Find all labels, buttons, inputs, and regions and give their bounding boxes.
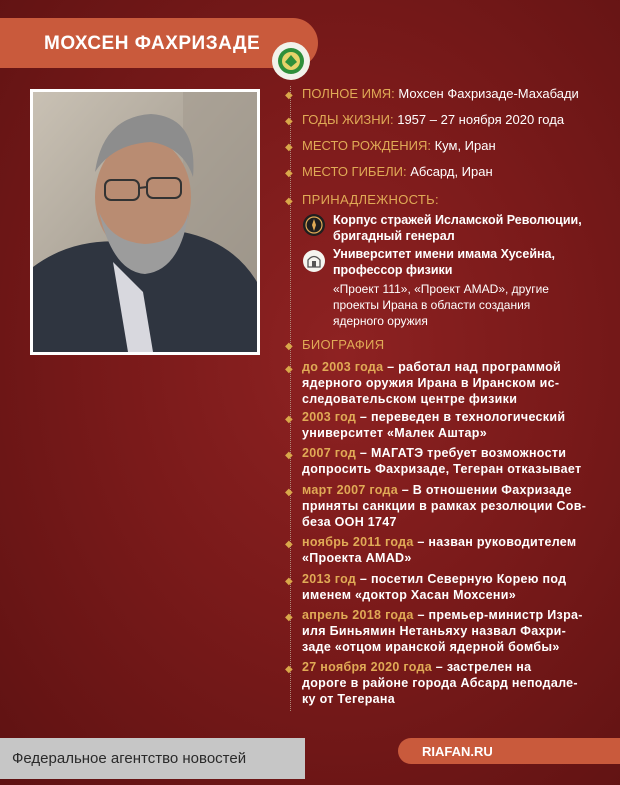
affiliation-item: Университет имени имама Хусейна, профессор физики xyxy=(333,247,555,277)
bullet-icon: ◆ xyxy=(285,576,293,587)
bio-entry: ноябрь 2011 года – назван руководителем «Проекта AMAD» xyxy=(302,535,577,565)
bullet-icon: ◆ xyxy=(285,612,293,623)
info-birthplace: МЕСТО РОЖДЕНИЯ: Кум, Иран xyxy=(302,138,496,153)
info-deathplace: МЕСТО ГИБЕЛИ: Абсард, Иран xyxy=(302,164,493,179)
bio-entry: 2003 год – переведен в технологический университет «Малек Аштар» xyxy=(302,410,566,440)
bullet-icon: ◆ xyxy=(285,341,293,352)
agency-footer xyxy=(0,738,305,779)
bullet-icon: ◆ xyxy=(285,664,293,675)
bullet-icon: ◆ xyxy=(285,90,293,101)
affiliation-heading: ПРИНАДЛЕЖНОСТЬ: xyxy=(302,192,439,207)
page-title: МОХСЕН ФАХРИЗАДЕ xyxy=(44,33,261,54)
bullet-icon: ◆ xyxy=(285,142,293,153)
bullet-icon: ◆ xyxy=(285,414,293,425)
university-emblem-icon xyxy=(303,250,325,272)
bullet-icon: ◆ xyxy=(285,487,293,498)
site-badge[interactable] xyxy=(398,738,620,764)
agency-name: Федеральное агентство новостей xyxy=(12,750,247,767)
bio-entry: 2013 год – посетил Северную Корею под именем «доктор Хасан Мохсени» xyxy=(302,572,567,602)
info-full-name: ПОЛНОЕ ИМЯ: Мохсен Фахризаде-Махабади xyxy=(302,86,579,101)
affiliation-item: Корпус стражей Исламской Революции, бригадный генерал xyxy=(333,213,582,243)
agency-logo-icon xyxy=(272,42,310,80)
irgc-emblem-icon xyxy=(303,214,325,236)
bullet-icon: ◆ xyxy=(285,450,293,461)
bullet-icon: ◆ xyxy=(285,539,293,550)
bullet-icon: ◆ xyxy=(285,116,293,127)
bio-entry: 2007 год – МАГАТЭ требует возможности допросить Фахризаде, Тегеран отказывает xyxy=(302,446,582,476)
bio-entry: до 2003 года – работал над программой ядерного оружия Ирана в Иранском ис- следовательском центре физики xyxy=(302,360,562,406)
portrait-photo xyxy=(30,89,260,355)
biography-heading: БИОГРАФИЯ xyxy=(302,337,385,352)
info-years: ГОДЫ ЖИЗНИ: 1957 – 27 ноября 2020 года xyxy=(302,112,565,127)
bio-entry: 27 ноября 2020 года – застрелен на дороге в районе города Абсард неподале- ку от Тегерана xyxy=(302,660,578,706)
bio-entry: апрель 2018 года – премьер-министр Изра- иля Биньямин Нетаньяху назвал Фахри- заде «отцом иранской ядерной бомбы» xyxy=(302,608,583,654)
bullet-icon: ◆ xyxy=(285,364,293,375)
site-link[interactable]: RIAFAN.RU xyxy=(422,744,493,759)
bio-entry: март 2007 года – В отношении Фахризаде приняты санкции в рамках резолюции Сов- беза ООН 1747 xyxy=(302,483,587,529)
affiliation-item: «Проект 111», «Проект AMAD», другие проекты Ирана в области создания ядерного оружия xyxy=(333,282,549,328)
bullet-icon: ◆ xyxy=(285,168,293,179)
title-bar xyxy=(0,18,318,68)
bullet-icon: ◆ xyxy=(285,196,293,207)
